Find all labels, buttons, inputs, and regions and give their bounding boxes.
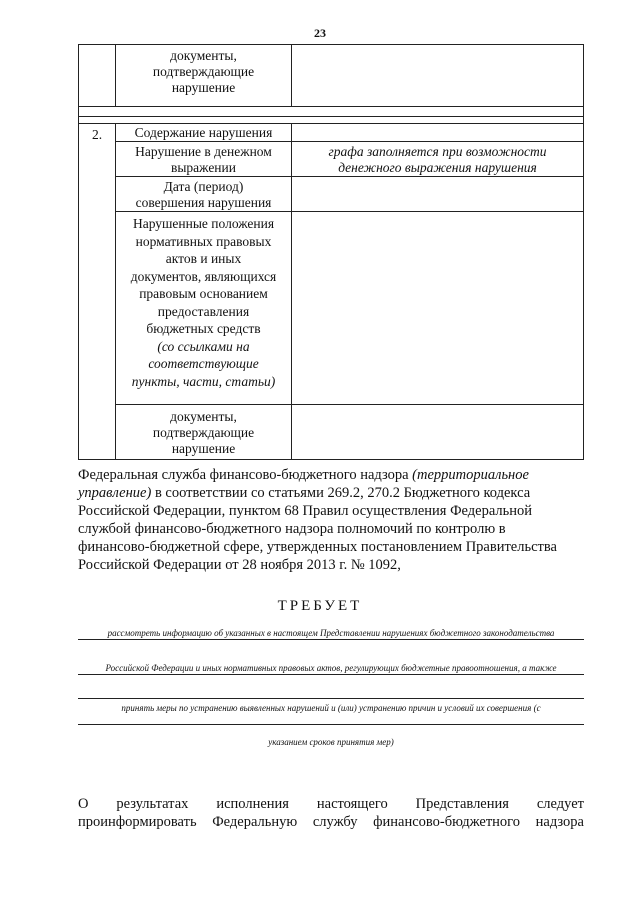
documents-label: документы, подтверждающие нарушение <box>116 45 292 107</box>
table-row <box>79 45 584 107</box>
demand-line: принять меры по устранению выявленных нарушений и (или) устранению причин и условий их совершения (с <box>121 703 541 713</box>
demand-heading: ТРЕБУЕТ <box>277 598 363 614</box>
table-row <box>79 405 584 460</box>
section-number: 2. <box>79 124 116 460</box>
blank-line <box>78 716 584 725</box>
separator-row <box>79 107 584 117</box>
table-row <box>79 124 584 142</box>
documents-label: документы, подтверждающие нарушение <box>116 405 292 460</box>
paragraph-line: службой финансово-бюджетного надзора полномочий по контролю в <box>78 521 506 537</box>
page-number: 23 <box>314 26 326 40</box>
closing-line: О результатах исполнения настоящего Представления следует <box>78 796 584 812</box>
demand-line: рассмотреть информацию об указанных в настоящем Представлении нарушениях бюджетного законодательства <box>78 627 584 640</box>
demand-line: указанием сроков принятия мер) <box>268 737 394 747</box>
demand-line: Российской Федерации и иных нормативных правовых актов, регулирующих бюджетные правоотношения, а также <box>78 662 584 675</box>
paragraph-line: управление) в соответствии со статьями 269.2, 270.2 Бюджетного кодекса <box>78 485 531 501</box>
violated-provisions-label: Нарушенные положения нормативных правовых актов и иных документов, являющихся правовым основанием предоставления бюджетных средств (со ссылками на соответствующие пункты, части, статьи) <box>116 212 292 405</box>
paragraph-line: Российской Федерации, пунктом 68 Правил осуществления Федеральной <box>78 503 533 519</box>
violation-content-label: Содержание нарушения <box>116 124 292 142</box>
separator-row <box>79 117 584 124</box>
main-paragraph <box>78 466 584 574</box>
violations-table <box>78 44 584 460</box>
paragraph-line: Российской Федерации от 28 ноября 2013 г. № 1092, <box>78 557 401 573</box>
table-row <box>79 142 584 177</box>
blank-line <box>78 686 584 699</box>
paragraph-line: Федеральная служба финансово-бюджетного надзора (территориальное <box>78 467 529 483</box>
table-row <box>79 212 584 405</box>
violation-date-label: Дата (период) совершения нарушения <box>116 177 292 212</box>
monetary-hint: графа заполняется при возможности денежного выражения нарушения <box>292 142 584 177</box>
closing-line: проинформировать Федеральную службу финансово-бюджетного надзора <box>78 814 584 830</box>
table-row <box>79 177 584 212</box>
paragraph-line: финансово-бюджетной сфере, утвержденных постановлением Правительства <box>78 539 557 555</box>
monetary-violation-label: Нарушение в денежном выражении <box>116 142 292 177</box>
